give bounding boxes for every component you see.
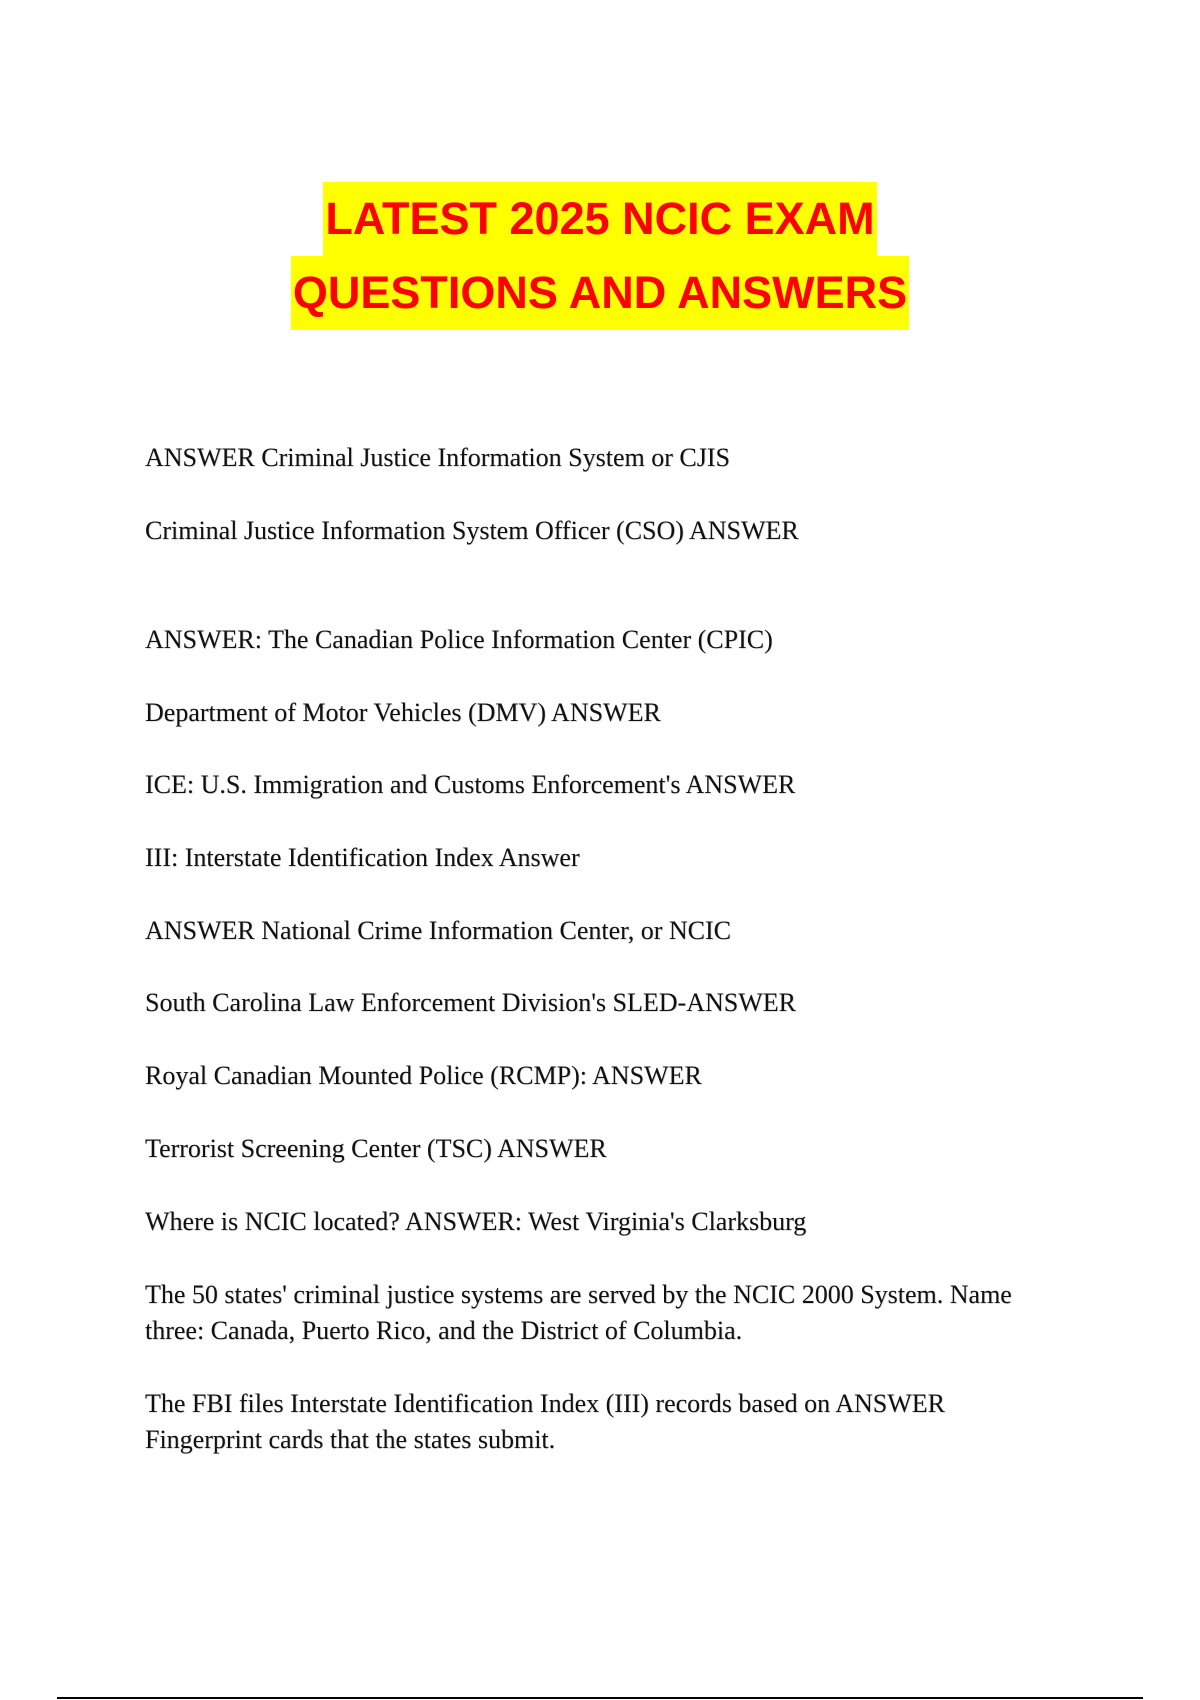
qa-entry: III: Interstate Identification Index Answer bbox=[145, 843, 580, 872]
qa-entry: The 50 states' criminal justice systems are served by the NCIC 2000 System. Name three: Canada, Puerto Rico, and the District of Columbia. bbox=[145, 1280, 1012, 1345]
qa-entry: South Carolina Law Enforcement Division's SLED-ANSWER bbox=[145, 988, 796, 1017]
title-line-2: QUESTIONS AND ANSWERS bbox=[291, 256, 909, 330]
qa-entry: Terrorist Screening Center (TSC) ANSWER bbox=[145, 1134, 607, 1163]
qa-entry: Royal Canadian Mounted Police (RCMP): ANSWER bbox=[145, 1061, 702, 1090]
qa-entry: ICE: U.S. Immigration and Customs Enforcement's ANSWER bbox=[145, 770, 796, 799]
qa-entry: The FBI files Interstate Identification Index (III) records based on ANSWER Fingerprint cards that the states submit. bbox=[145, 1389, 945, 1454]
document-title bbox=[0, 182, 1200, 330]
qa-entry: ANSWER: The Canadian Police Information Center (CPIC) bbox=[145, 625, 773, 654]
qa-entry: Where is NCIC located? ANSWER: West Virginia's Clarksburg bbox=[145, 1207, 807, 1236]
page-bottom-rule bbox=[57, 1697, 1143, 1699]
qa-entry: Department of Motor Vehicles (DMV) ANSWER bbox=[145, 698, 661, 727]
qa-entry: ANSWER National Crime Information Center, or NCIC bbox=[145, 916, 732, 945]
title-line-1: LATEST 2025 NCIC EXAM bbox=[323, 182, 876, 256]
qa-entry: Criminal Justice Information System Officer (CSO) ANSWER bbox=[145, 516, 799, 545]
qa-entry: ANSWER Criminal Justice Information System or CJIS bbox=[145, 443, 730, 472]
